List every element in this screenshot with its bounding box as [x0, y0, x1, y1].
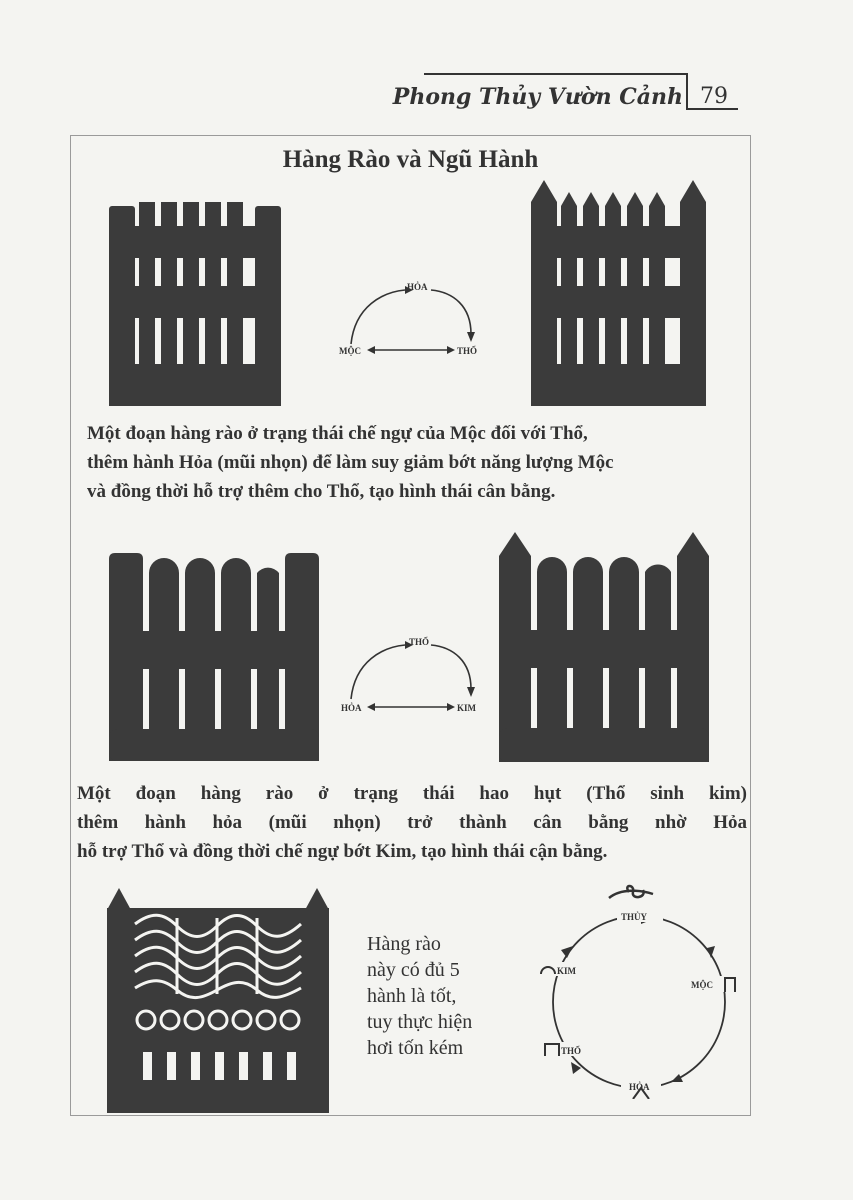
caption-1-line: Một đoạn hàng rào ở trạng thái chế ngự của Mộc đối với Thổ,	[87, 423, 588, 444]
header-rule	[424, 73, 686, 75]
cycle-kim-label: KIM	[557, 966, 576, 976]
note-line: Hàng rào	[367, 933, 441, 955]
fence-rounded-illustration	[109, 551, 319, 761]
header-rule-side	[686, 73, 688, 109]
caption-1	[87, 419, 727, 506]
caption-1-line: và đồng thời hỗ trợ thêm cho Thổ, tạo hình thái cân bằng.	[87, 481, 556, 502]
cycle1-left-label: MỘC	[339, 346, 361, 356]
illustration-box	[70, 135, 751, 1116]
cycle1-right-label: THỔ	[457, 346, 478, 356]
note-line: này có đủ 5	[367, 959, 460, 981]
cycle2-left-label: HỎA	[341, 703, 362, 713]
cycle-hoa-label: HỎA	[629, 1082, 650, 1092]
cycle-thuy-label: THỦY	[621, 912, 648, 922]
fence-spiked-illustration	[531, 180, 706, 406]
cycle2-top-label: THỔ	[409, 637, 430, 647]
note-line: tuy thực hiện	[367, 1011, 473, 1033]
note-text	[367, 931, 517, 1061]
cycle1-top-label: HỎA	[407, 282, 428, 292]
caption-2-line: thêm hành hỏa (mũi nhọn) trở thành cân bằng nhờ Hỏa	[77, 812, 747, 833]
running-header-title: Phong Thủy Vườn Cảnh	[392, 84, 683, 110]
cycle2-right-label: KIM	[457, 703, 476, 713]
note-line: hành là tốt,	[367, 985, 457, 1007]
box-title: Hàng Rào và Ngũ Hành	[282, 146, 539, 173]
caption-2-line: hỗ trợ Thổ và đồng thời chế ngự bớt Kim, tạo hình thái cận bằng.	[77, 841, 608, 862]
cycle-moc-label: MỘC	[691, 980, 713, 990]
caption-1-line: thêm hành Hỏa (mũi nhọn) để làm suy giảm bớt năng lượng Mộc	[87, 452, 614, 473]
fence-rounded-spiked-illustration	[499, 532, 709, 762]
page-number: 79	[700, 84, 728, 109]
five-element-cycle-diagram	[521, 884, 747, 1099]
fence-wood-flat-illustration	[109, 196, 281, 406]
note-line: hơi tốn kém	[367, 1037, 464, 1059]
fence-five-elements-illustration	[107, 888, 329, 1113]
caption-2-line: Một đoạn hàng rào ở trạng thái hao hụt (Thổ sinh kim)	[77, 783, 747, 804]
element-cycle-diagram-2	[333, 631, 493, 721]
caption-2	[77, 779, 747, 866]
element-cycle-diagram-1	[333, 276, 493, 366]
cycle-tho-label: THỔ	[561, 1046, 582, 1056]
